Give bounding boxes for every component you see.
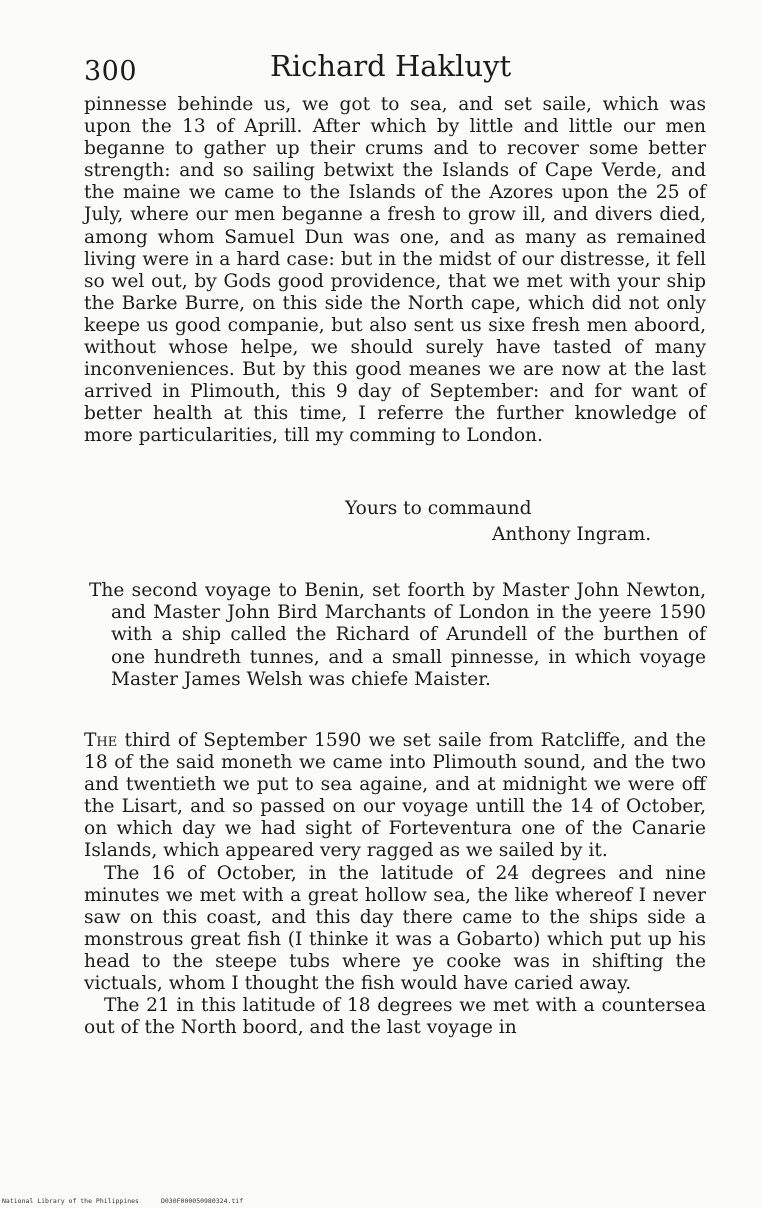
page-header [84, 44, 714, 94]
footer-library: National Library of the Philippines [2, 1197, 139, 1205]
running-title: Richard Hakluyt [270, 49, 512, 83]
section-body [84, 730, 706, 1039]
letter-paragraph: pinnesse behinde us, we got to sea, and set saile, which was upon the 13 of Aprill. After which by little and little our men beganne to gather up their crums and to recover some better strength: and so sailing betwixt the Islands of Cape Verde, and the maine we came to the Islands of the Azores upon the 25 of July, where our men beganne a fresh to grow ill, and divers died, among whom Samuel Dun was one, and as many as remained living were in a hard case: but in the midst of our distresse, it fell so wel out, by Gods good providence, that we met with your ship the Barke Burre, on this side the North cape, which did not only keepe us good companie, but also sent us sixe fresh men aboord, without whose helpe, we should surely have tasted of many inconveniences. But by this good meanes we are now at the last arrived in Plimouth, this 9 day of September: and for want of better health at this time, I referre the further knowledge of more particularities, till my comming to London. [84, 94, 706, 447]
paragraph-1-text: third of September 1590 we set saile from Ratcliffe, and the 18 of the said moneth we came into Plimouth sound, and the two and twentieth we put to sea againe, and at midnight we were off the Lisart, and so passed on our voyage untill the 14 of October, on which day we had sight of Forteventura one of the Canarie Islands, which appeared very ragged as we sailed by it. [84, 730, 706, 862]
drop-lead-word: The [84, 730, 118, 751]
footer-file-id: D030F000050980324.tif [160, 1197, 244, 1205]
page-number: 300 [84, 56, 138, 87]
scan-footer [2, 1197, 265, 1205]
section-paragraph-3: The 21 in this latitude of 18 degrees we met with a countersea out of the North boord, and the last voyage in [84, 995, 706, 1039]
section-paragraph-2: The 16 of October, in the latitude of 24 degrees and nine minutes we met with a great hollow sea, the like whereof I never saw on this coast, and this day there came to the ships side a monstrous great fish (I thinke it was a Gobarto) which put up his head to the steepe tubs where ye cooke was in shifting the victuals, whom I thought the fish would have caried away. [84, 862, 706, 995]
section-paragraph-1 [84, 730, 706, 863]
letter-signature: Anthony Ingram. [492, 524, 652, 545]
letter-body [84, 94, 706, 448]
letter-closing: Yours to commaund [345, 498, 532, 519]
section-title: The second voyage to Benin, set foorth by Master John Newton, and Master John Bird Marchants of London in the yeere 1590 with a ship called the Richard of Arundell of the burthen of one hundreth tunnes, and a small pinnesse, in which voyage Master James Welsh was chiefe Maister. [89, 580, 706, 690]
